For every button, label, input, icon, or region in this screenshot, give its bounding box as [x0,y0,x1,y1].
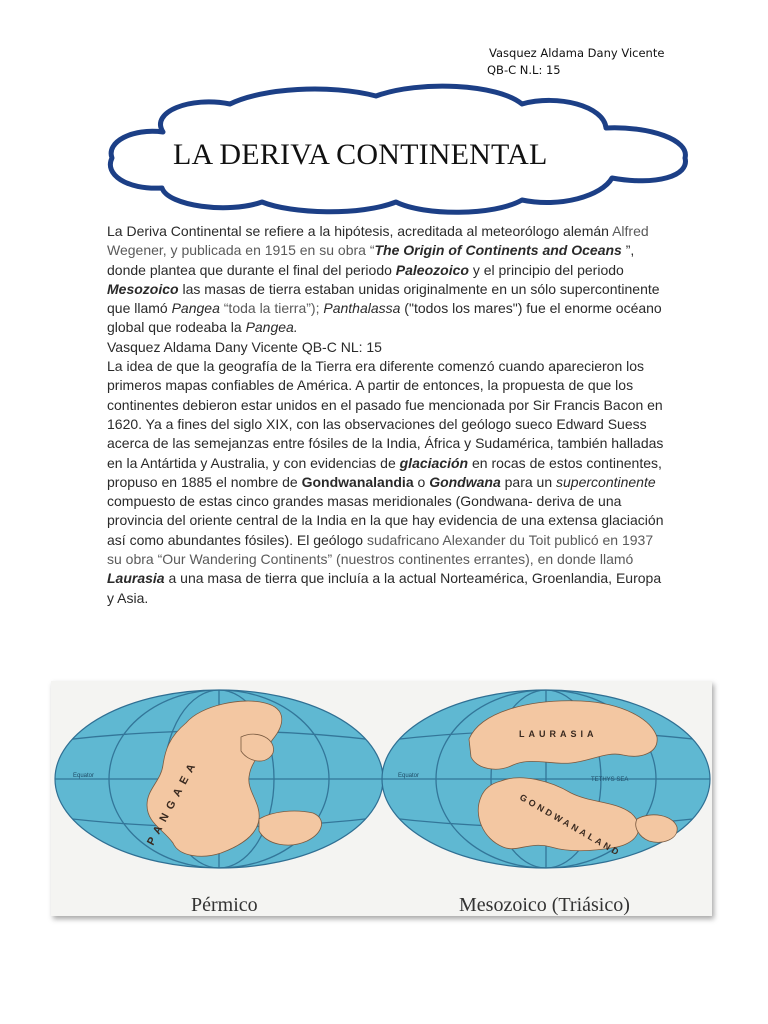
book-title: The Origin of Continents and Oceans [374,242,622,259]
signature-line: Vasquez Aldama Dany Vicente QB-C NL: 15 [107,338,382,355]
text-span: La idea de que la geografía de la Tierra era diferente comenzó cuando aparecieron los primeros mapas confiables de América. A partir de entonces, la propuesta de que los continentes debieron estar unidos en el pasado fue mencionada por Sir Francis Bacon en 1620. Ya a fines del siglo XIX, con las observaciones del geólogo sueco Edward Suess acerca de las semejanzas entre fósiles de la India, África y Sudamérica, también halladas en la Antártida y Australia, y con evidencias de [107,358,664,471]
triassic-caption: Mesozoico (Triásico) [459,894,630,916]
text-span: a una masa de tierra que incluía a la actual Norteamérica, Groenlandia, Europa y Asia. [107,570,662,606]
triassic-map [382,690,710,916]
cloud-banner [0,0,768,240]
maps-image [51,681,712,916]
term-mesozoico: Mesozoico [107,280,179,297]
gondwanaland-map-label: GONDWANALAND [518,792,624,859]
text-span: “toda la tierra”); [219,300,324,317]
equator-label: Equator [398,773,420,779]
text-span: ”, donde plantea que durante el final del periodo [107,242,635,278]
pangaea-map-label: PANGAEA [145,756,201,848]
permian-caption: Pérmico [191,894,258,916]
text-span: La Deriva Continental se refiere a la hipótesis, acreditada al meteorólogo alemán [107,223,613,239]
author-group: QB-C N.L: 15 [487,63,561,77]
page-title: LA DERIVA CONTINENTAL [173,138,548,171]
term-laurasia: Laurasia [107,570,165,587]
text-span: Alfred Wegener, y publicada en 1915 en su obra “ [107,223,649,259]
term-panthalassa: Panthalassa [323,300,401,317]
term-pangea: Pangea [171,300,220,317]
term-gondwana: Gondwana [429,473,501,490]
paragraph-1 [107,222,667,338]
continental-drift-figure [51,681,712,916]
text-span: las masas de tierra estaban unidas originalmente en un sólo supercontinente que llamó [107,280,660,317]
text-span: compuesto de estas cinco grandes masas meridionales (Gondwana- deriva de una provincia del oriente central de la India en la que hay evidencia de una extensa glaciación así como abundantes fósiles). El geólogo [107,493,664,548]
term-glaciacion: glaciación [399,454,469,471]
laurasia-map-label: LAURASIA [519,729,598,739]
text-span: ("todos los mares") fue el enorme océano global que rodeaba la [107,300,662,336]
text-span: en rocas de estos continentes, propuso en 1885 el nombre de [107,454,662,490]
text-span: y el principio del periodo [468,261,624,278]
term-paleozoico: Paleozoico [395,261,469,278]
term-gondwanalandia: Gondwanalandia [301,473,414,490]
text-span: para un [500,473,557,490]
author-name: Vasquez Aldama Dany Vicente [489,46,665,60]
term-supercontinente: supercontinente [556,473,656,490]
text-span: o [413,473,430,490]
permian-map [55,690,383,916]
text-span: sudafricano Alexander du Toit publicó en 1937 su obra “Our Wandering Continents” (nuestros continentes errantes), en donde llamó [107,531,654,568]
paragraph-2 [107,357,667,608]
term-pangea: Pangea. [245,319,298,336]
body-text [107,222,667,608]
tethys-map-label: TETHYS SEA [591,777,629,783]
equator-label: Equator [73,773,95,779]
